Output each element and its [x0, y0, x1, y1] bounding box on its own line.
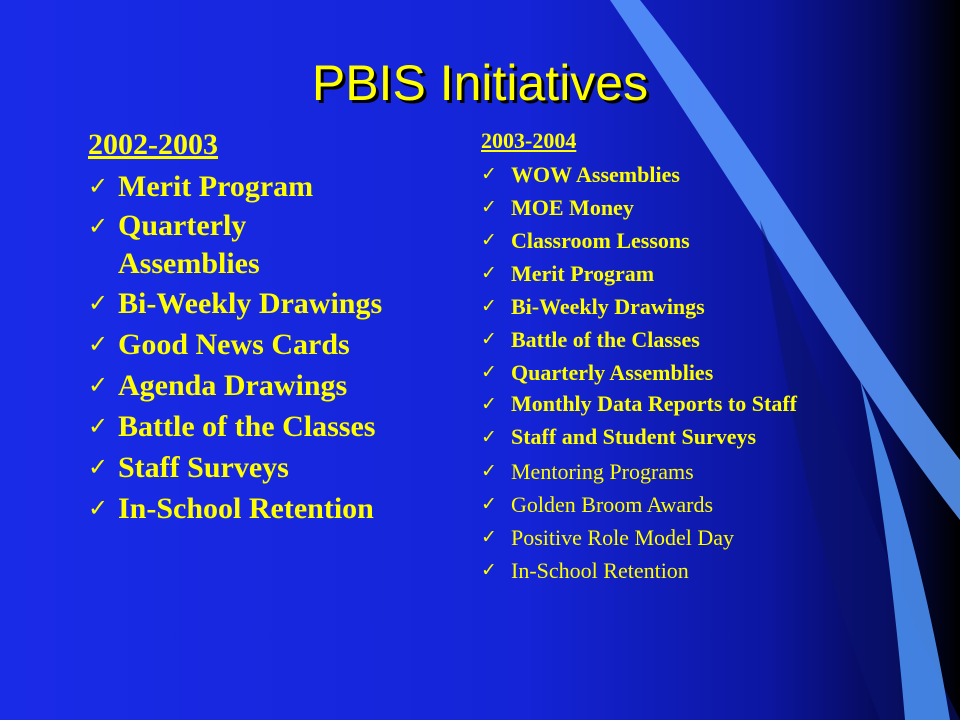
- list-item: ✓ In-School Retention: [88, 488, 458, 529]
- list-item: ✓ Quarterly Assemblies: [88, 209, 260, 280]
- list-item: ✓ Mentoring Programs: [481, 455, 871, 488]
- column-2002-2003: [88, 128, 458, 529]
- list-item: ✓ Bi-Weekly Drawings: [88, 283, 458, 324]
- check-icon: ✓: [481, 393, 497, 415]
- list-item: ✓ Merit Program: [481, 257, 871, 290]
- check-icon: ✓: [481, 229, 497, 251]
- list-item: ✓ Classroom Lessons: [481, 224, 871, 257]
- check-icon: ✓: [88, 453, 109, 481]
- check-icon: ✓: [88, 412, 109, 440]
- list-item: ✓ Quarterly Assemblies: [481, 356, 871, 389]
- check-icon: ✓: [481, 328, 497, 350]
- check-icon: ✓: [481, 559, 497, 581]
- initiatives-list: [88, 166, 458, 529]
- list-item: ✓ Staff and Student Surveys: [481, 422, 871, 452]
- check-icon: ✓: [88, 172, 109, 200]
- check-icon: ✓: [481, 262, 497, 284]
- check-icon: ✓: [481, 295, 497, 317]
- check-icon: ✓: [88, 371, 109, 399]
- list-item: ✓ Golden Broom Awards: [481, 488, 871, 521]
- list-item: ✓ Agenda Drawings: [88, 365, 458, 406]
- check-icon: ✓: [88, 212, 109, 240]
- list-item: ✓ Monthly Data Reports to Staff: [481, 389, 871, 419]
- list-item: ✓ Battle of the Classes: [88, 406, 458, 447]
- check-icon: ✓: [481, 426, 497, 448]
- list-item: ✓ Good News Cards: [88, 324, 458, 365]
- year-heading: 2002-2003: [88, 128, 218, 161]
- list-item: ✓ WOW Assemblies: [481, 158, 871, 191]
- check-icon: ✓: [481, 163, 497, 185]
- column-2003-2004: [481, 128, 871, 587]
- check-icon: ✓: [481, 460, 497, 482]
- year-heading: 2003-2004: [481, 128, 577, 153]
- check-icon: ✓: [88, 330, 109, 358]
- list-item: ✓ Staff Surveys: [88, 447, 458, 488]
- list-item: ✓ Positive Role Model Day: [481, 521, 871, 554]
- check-icon: ✓: [88, 289, 109, 317]
- list-item: ✓ In-School Retention: [481, 554, 871, 587]
- check-icon: ✓: [481, 493, 497, 515]
- list-item: ✓ Merit Program: [88, 166, 458, 207]
- initiatives-list: [481, 158, 871, 587]
- list-item: ✓ Battle of the Classes: [481, 323, 871, 356]
- check-icon: ✓: [481, 526, 497, 548]
- list-item: ✓ Bi-Weekly Drawings: [481, 290, 871, 323]
- check-icon: ✓: [88, 494, 109, 522]
- slide-title: PBIS Initiatives: [311, 55, 649, 111]
- list-item: ✓ MOE Money: [481, 191, 871, 224]
- check-icon: ✓: [481, 361, 497, 383]
- check-icon: ✓: [481, 196, 497, 218]
